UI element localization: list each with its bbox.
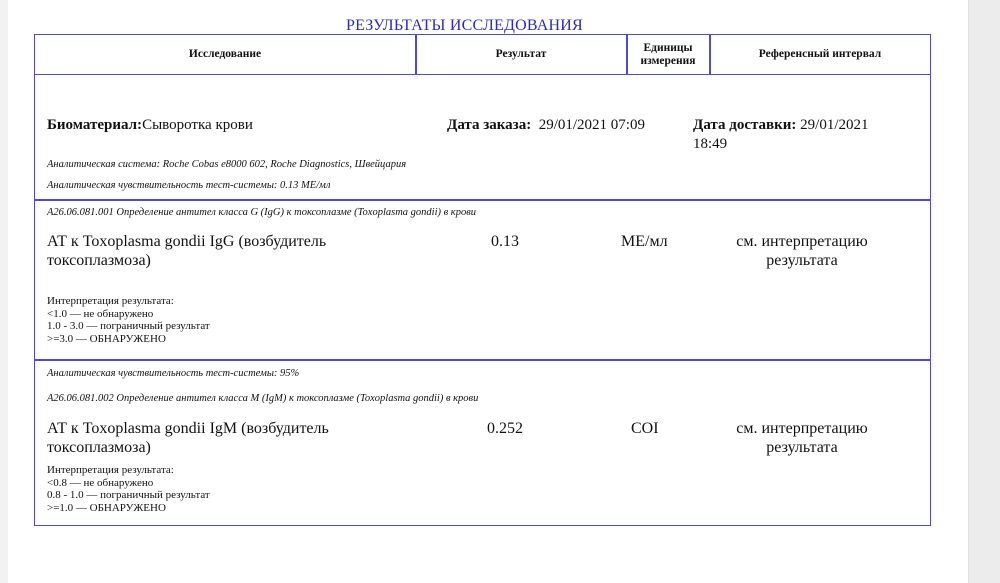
- order-date-label: Дата заказа:: [447, 117, 532, 133]
- units-igm: COI: [631, 420, 659, 437]
- order-date-value: 29/01/2021 07:09: [538, 117, 645, 133]
- test-name-igm: [47, 419, 329, 457]
- row-divider: [35, 199, 930, 201]
- reference-line: см. интерпретацию: [736, 420, 868, 437]
- delivery-time: 18:49: [693, 136, 728, 152]
- units-igg: МЕ/мл: [621, 233, 668, 250]
- result-value-igg: 0.13: [491, 233, 519, 250]
- biomaterial-value: Сыворотка крови: [142, 117, 253, 133]
- viewer-scroll-gutter[interactable]: [968, 0, 1000, 583]
- test-code-igm: A26.06.081.002 Определение антител класса M (IgM) к токсоплазме (Toxoplasma gondii) в крови: [47, 393, 479, 404]
- delivery-date: [693, 117, 869, 134]
- header-reference: Референсный интервал: [758, 48, 882, 60]
- reference-line: см. интерпретацию: [736, 233, 868, 250]
- left-margin: [0, 0, 8, 583]
- row-divider: [35, 359, 930, 361]
- reference-igm: [697, 419, 907, 457]
- test-code-igg: A26.06.081.001 Определение антител класса G (IgG) к токсоплазме (Toxoplasma gondii) в крови: [47, 207, 477, 218]
- order-date: [447, 117, 645, 134]
- interpretation-line: Интерпретация результата:: [47, 295, 174, 307]
- analytic-system: Аналитическая система: Roche Cobas e8000 602, Roche Diagnostics, Швейцария: [47, 159, 407, 170]
- sensitivity-igm: Аналитическая чувствительность тест-системы: 95%: [47, 368, 300, 379]
- interpretation-igm: [47, 464, 210, 514]
- interpretation-line: 0.8 - 1.0 — пограничный результат: [47, 489, 210, 501]
- document-title: РЕЗУЛЬТАТЫ ИССЛЕДОВАНИЯ: [346, 17, 583, 34]
- test-name-line: токсоплазмоза): [47, 439, 151, 456]
- test-name-line: токсоплазмоза): [47, 252, 151, 269]
- test-name-line: АТ к Toxoplasma gondii IgG (возбудитель: [47, 233, 327, 250]
- biomaterial-label: Биоматериал:: [47, 117, 143, 133]
- interpretation-line: Интерпретация результата:: [47, 464, 174, 476]
- biomaterial: [47, 117, 253, 134]
- result-value-igm: 0.252: [487, 420, 523, 437]
- header-test: Исследование: [188, 48, 262, 60]
- table-header: [35, 35, 930, 75]
- interpretation-line: <0.8 — не обнаружено: [47, 476, 154, 489]
- sensitivity-igg: Аналитическая чувствительность тест-системы: 0.13 МЕ/мл: [47, 180, 331, 191]
- interpretation-line: <1.0 — не обнаружено: [47, 307, 154, 320]
- interpretation-line: 1.0 - 3.0 — пограничный результат: [47, 320, 210, 332]
- delivery-date-value: 29/01/2021: [800, 117, 869, 133]
- test-name-line: АТ к Toxoplasma gondii IgM (возбудитель: [47, 420, 329, 437]
- header-result: Результат: [495, 48, 547, 60]
- test-name-igg: [47, 232, 326, 270]
- reference-line: результата: [766, 439, 838, 456]
- reference-line: результата: [766, 252, 838, 269]
- header-units-line2: измерения: [640, 54, 696, 67]
- reference-igg: [697, 232, 907, 270]
- interpretation-igg: [47, 295, 210, 345]
- header-units-line1: Единицы: [643, 41, 693, 54]
- delivery-date-label: Дата доставки:: [693, 117, 797, 133]
- interpretation-line: >=1.0 — ОБНАРУЖЕНО: [47, 501, 166, 514]
- interpretation-line: >=3.0 — ОБНАРУЖЕНО: [47, 332, 166, 345]
- header-units: [627, 35, 709, 74]
- results-table: [34, 34, 931, 526]
